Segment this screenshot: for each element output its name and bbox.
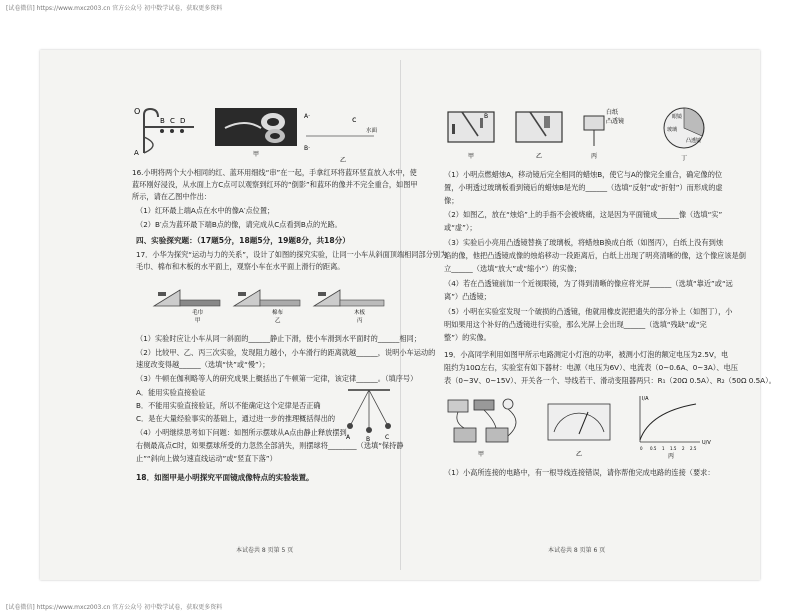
q17-line-2: 毛巾、棉布和木板的水平面上，观察小车在水平面上滑行的距离。: [136, 262, 345, 271]
q17-body-3: 速度改变得越______（选填“快”或“慢”）；: [136, 360, 270, 369]
tick-0: 0: [640, 446, 643, 451]
reflection-diagram: [302, 108, 392, 164]
q18-line-13: 整”）的实像。: [444, 333, 491, 342]
fig-label-tujing: 凸透镜: [606, 118, 625, 125]
q17-option-c: C．是在大量经验事实的基础上，通过进一步的推理概括得出的: [136, 414, 336, 423]
label-C: C: [170, 117, 175, 125]
top-watermark: [试卷微信] https://www.mxcz003.cn 官方公众号 初中数学试卷，获取更多资料: [6, 5, 223, 12]
lens-label-2: 玻璃: [667, 127, 678, 133]
q17-body-4: （3）牛顿在伽利略等人的研究成果上概括出了牛顿第一定律，该定律______。（填序号）: [136, 374, 418, 383]
fig-label-bing: 丙: [591, 153, 598, 160]
tick-3: 1.5: [670, 446, 677, 451]
fig-label-baizhi: 白纸: [606, 109, 619, 116]
surface-label-2: 棉布: [272, 310, 284, 316]
pend-A: A: [346, 434, 351, 441]
fig-label-jia: 甲: [468, 153, 475, 160]
q18-line-9: （4）若在凸透镜前加一个近视眼镜，为了得到清晰的像应将光屏______（选填“靠近”或“远: [444, 279, 733, 288]
tick-4: 2: [682, 446, 685, 451]
q18-line-1: （1）小明点燃蜡烛A，移动镜后完全相同的蜡烛B，使它与A的像完全重合，确定像的位: [444, 170, 723, 179]
q18-line-3: 像；: [444, 196, 459, 205]
left-page: [40, 50, 448, 580]
incline-figure: [150, 276, 390, 324]
surface-label-3: 木板: [354, 310, 366, 316]
q18-line-5: 或“虚”）；: [444, 223, 477, 232]
axis-I: I/A: [642, 396, 649, 402]
label-B-dot: B·: [304, 145, 311, 152]
q18-line-12: 明如果用这个补好的凸透镜进行实验，那么光屏上会出现______（选填“残缺”或“完: [444, 320, 707, 329]
q16-line-4: （1）红环最上端A点在水中的像A′点位置；: [136, 206, 275, 215]
label-water: 水面: [366, 128, 378, 134]
label-jia: 甲: [253, 151, 260, 158]
q18-line-8: 立______（选填“放大”或“缩小”）的实像；: [444, 264, 582, 273]
pendulum-figure: [340, 386, 396, 442]
label-D: D: [180, 117, 186, 125]
circuit-yi: 乙: [576, 451, 583, 458]
q19-line-2: 阻约为10Ω左右，实验室有如下器材：电源（电压为6V）、电流表（0~0.6A、0~3A）、电压: [444, 363, 738, 372]
label-B: B: [160, 117, 165, 125]
svg-text:c: c: [352, 115, 357, 124]
right-page-footer: 本试卷共 8 页第 6 页: [548, 547, 606, 554]
q17-body-7: 止”“斜向上做匀速直线运动”或“竖直下落”）: [136, 454, 277, 463]
bottom-watermark: [试卷微信] https://www.mxcz003.cn 官方公众号 初中数学试卷，获取更多资料: [6, 604, 223, 611]
q18-stem: 18．如图甲是小明探究平面镜成像特点的实验装置。: [136, 473, 314, 482]
q18-line-10: 离”）凸透镜；: [444, 292, 491, 301]
q17-body-5: （4）小明继续思考如下问题：如图所示摆球从A点由静止释放摆到: [136, 428, 347, 437]
tick-1: 0.5: [650, 446, 657, 451]
hook-figure: [132, 105, 202, 157]
pend-B: B: [366, 436, 371, 443]
q17-option-b: B．不能用实验直接验证，所以不能确定这个定律是否正确: [136, 401, 321, 410]
q16-line-2: 蓝环刚好浸没，从水面上方C点可以观察到红环的“倒影”和蓝环的像并不完全重合，如图甲: [132, 180, 418, 189]
q18-line-11: （5）小明在实验室发现一个破损的凸透镜，他就用橡皮泥把遗失的部分补上（如图丁），小: [444, 307, 733, 316]
fig-label-yi: 乙: [536, 153, 543, 160]
exam-sheet: [40, 50, 776, 580]
q17-line-1: 17．小华为探究“运动与力的关系”，设计了如图的探究实验，让同一小车从斜面顶端相同部分别为: [136, 250, 448, 259]
q16-line-5: （2）B′点为蓝环最下端B点的像，请完成从C点看到B点的光路。: [136, 220, 342, 229]
q17-body-6: 右侧最高点C时，如果摆球所受的力忽然全部消失，则摆球将________（选填“保持静: [136, 441, 404, 450]
q18-line-7: 焰的像，他把凸透镜成像的烛焰移动一段距离后，白纸上出现了明亮清晰的像，这个像应该是倒: [444, 251, 746, 260]
q19-line-3: 表（0~3V、0~15V）、开关各一个、导线若干、滑动变阻器两只：R₁（20Ω 0.5A）、R₂（50Ω 0.5A）。: [444, 376, 776, 385]
label-A: A: [134, 149, 139, 157]
label-A-dot: A·: [304, 113, 311, 120]
fig-label-B: B: [484, 113, 489, 120]
left-page-footer: 本试卷共 8 页第 5 页: [236, 547, 294, 554]
q17-option-a: A．能用实验直接验证: [136, 388, 206, 397]
label-O: O: [134, 107, 141, 116]
q19-last-line: （1）小高所连接的电路中，有一根导线连接错误，请你帮他完成电路的连接（要求：: [444, 468, 715, 477]
mirror-figures: [444, 106, 734, 164]
q18-line-6: （3）实验后小亮用凸透镜替换了玻璃板，将蜡烛B换成白纸（如图丙），白纸上没有到烛: [444, 238, 724, 247]
circuit-figures: [444, 392, 744, 462]
q17-body-1: （1）实验时应让小车从同一斜面的______静止下滑，使小车滑到水平面时的______相同；: [136, 334, 421, 343]
q18-line-2: 置，小明透过玻璃板看到镜后的蜡烛B是光的______（选填“反射”或“折射”）而形成的虚: [444, 183, 723, 192]
lens-label-1: 眼镜: [672, 114, 683, 120]
lens-label-3: 凸透镜: [686, 138, 702, 144]
fig-label-ding: 丁: [681, 155, 688, 162]
q17-body-2: （2）比较甲、乙、丙三次实验，发现阻力越小，小车滑行的距离就越______，说明小车运动的: [136, 348, 436, 357]
surface-label-1: 毛巾: [192, 310, 204, 316]
label-yi: 乙: [340, 157, 347, 164]
circuit-jia: 甲: [478, 451, 485, 458]
right-page: [404, 50, 776, 580]
q16-line-1: 16.小明将两个大小相同的红、蓝环用细线“串”在一起，手拿红环将蓝环竖直放入水中，使: [132, 168, 417, 177]
q16-line-3: 所示，请在乙图中作出：: [132, 192, 212, 201]
circuit-bing: 丙: [668, 453, 675, 460]
tick-5: 2.5: [690, 446, 697, 451]
surface-sub-3: 丙: [357, 318, 363, 324]
surface-sub-2: 乙: [275, 318, 281, 324]
pend-C: C: [385, 434, 390, 441]
surface-sub-1: 甲: [195, 318, 201, 324]
axis-U: U/V: [702, 440, 711, 446]
q18-line-4: （2）如图乙，放在“烛焰”上的手指不会被烧痛，这是因为平面镜成______像（选填“实”: [444, 210, 723, 219]
page-divider: [400, 60, 401, 570]
q19-line-1: 19．小高同学利用如图甲所示电路测定小灯泡的功率，被测小灯泡的额定电压为2.5V，电: [444, 350, 729, 359]
rings-photo: [215, 108, 297, 158]
section-title: 四、实验探究题：（17题5分，18题5分，19题8分，共18分）: [136, 236, 350, 245]
tick-2: 1: [662, 446, 665, 451]
